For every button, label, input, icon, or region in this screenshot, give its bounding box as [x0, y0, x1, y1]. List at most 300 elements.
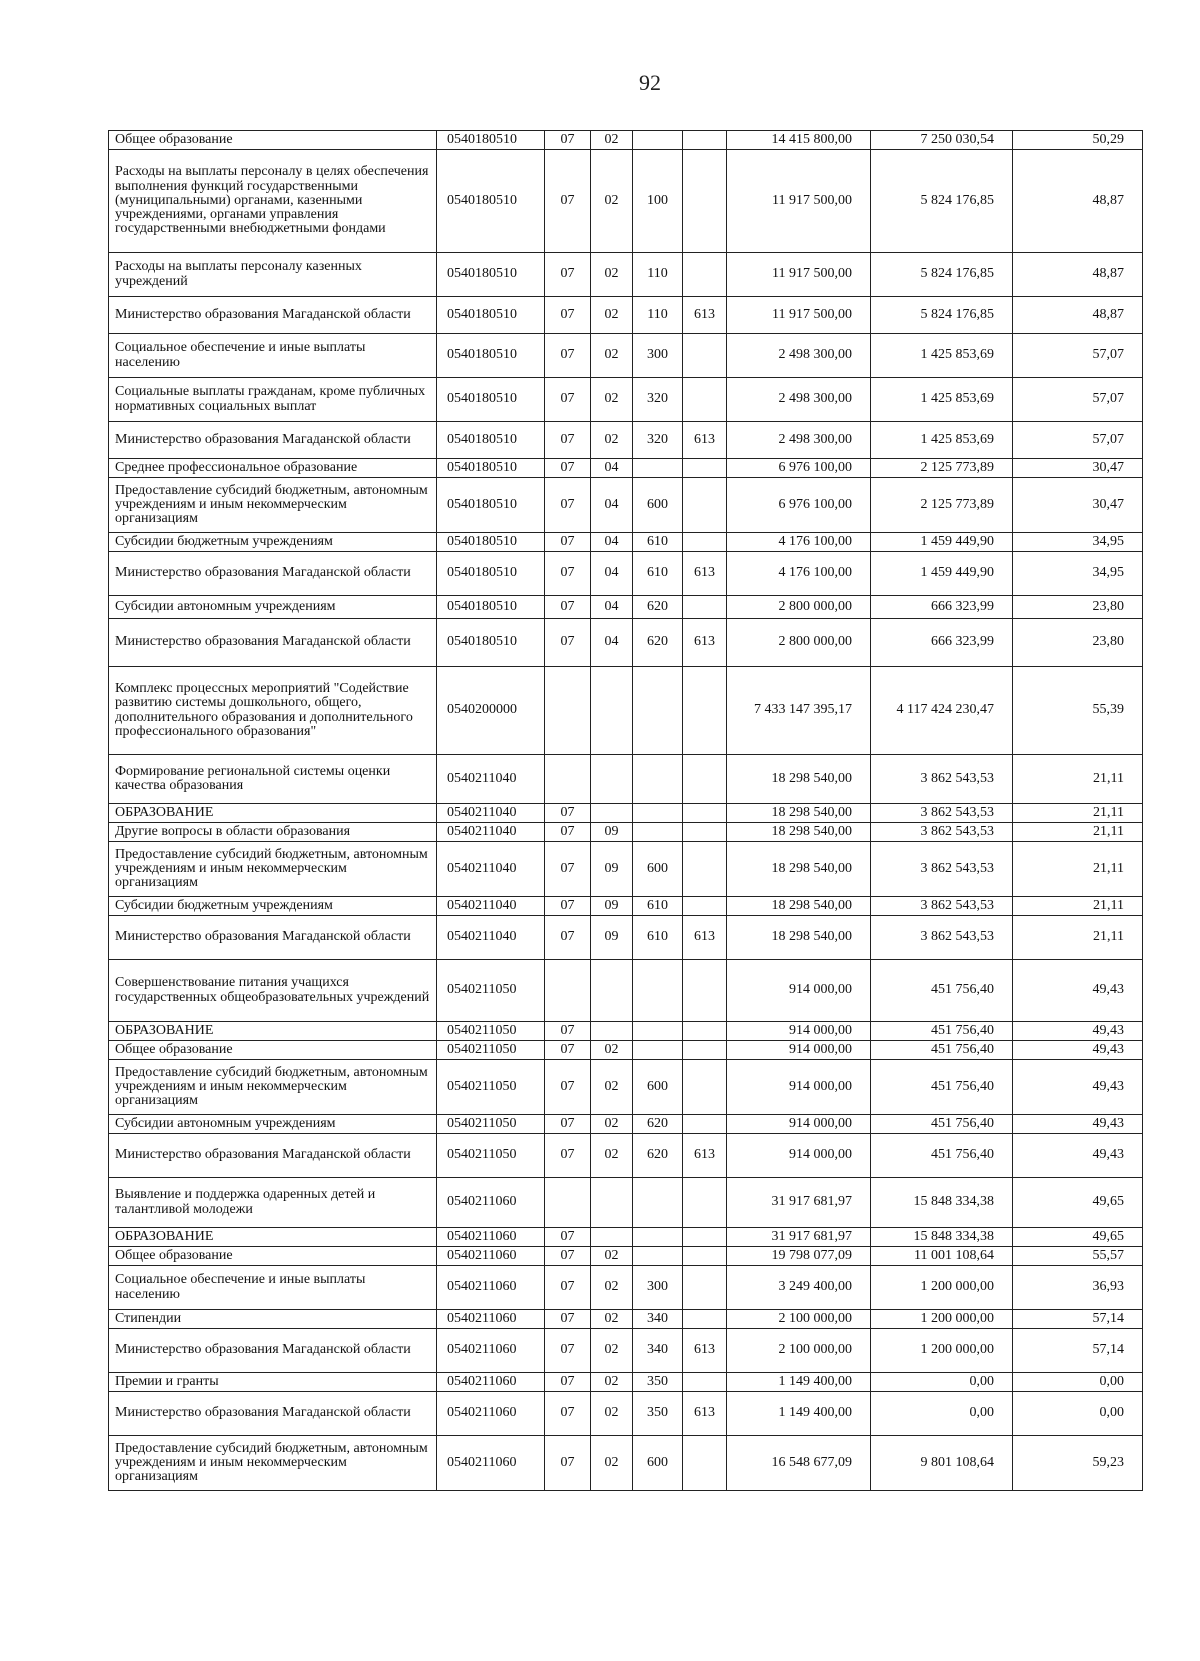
cell-section: 07 [545, 1134, 591, 1178]
cell-expense-type [633, 667, 683, 755]
cell-plan: 2 498 300,00 [727, 378, 871, 422]
cell-code: 0540211050 [437, 960, 545, 1022]
cell-subsection [591, 1228, 633, 1247]
cell-percent: 57,07 [1013, 422, 1143, 459]
cell-section: 07 [545, 1310, 591, 1329]
cell-expense-type: 620 [633, 596, 683, 619]
cell-section: 07 [545, 478, 591, 533]
cell-percent: 34,95 [1013, 552, 1143, 596]
cell-code: 0540211050 [437, 1022, 545, 1041]
cell-fact: 1 425 853,69 [871, 378, 1013, 422]
cell-expense-type: 610 [633, 897, 683, 916]
cell-percent: 36,93 [1013, 1266, 1143, 1310]
cell-fact: 451 756,40 [871, 1022, 1013, 1041]
table-row [109, 1134, 1143, 1178]
cell-name: Общее образование [109, 131, 437, 150]
cell-fact: 5 824 176,85 [871, 150, 1013, 253]
cell-subsection: 02 [591, 1310, 633, 1329]
table-row [109, 253, 1143, 297]
cell-fact: 451 756,40 [871, 1134, 1013, 1178]
cell-percent: 34,95 [1013, 533, 1143, 552]
cell-percent: 21,11 [1013, 804, 1143, 823]
cell-name: Совершенствование питания учащихся государственных общеобразовательных учреждений [109, 960, 437, 1022]
cell-code: 0540211040 [437, 916, 545, 960]
cell-admin-code [683, 1247, 727, 1266]
cell-plan: 914 000,00 [727, 1134, 871, 1178]
cell-fact: 451 756,40 [871, 1115, 1013, 1134]
cell-fact: 2 125 773,89 [871, 459, 1013, 478]
cell-admin-code [683, 150, 727, 253]
cell-expense-type [633, 1022, 683, 1041]
cell-section: 07 [545, 253, 591, 297]
cell-fact: 1 459 449,90 [871, 552, 1013, 596]
cell-expense-type: 600 [633, 842, 683, 897]
cell-code: 0540211060 [437, 1373, 545, 1392]
cell-section [545, 960, 591, 1022]
cell-code: 0540211050 [437, 1041, 545, 1060]
cell-subsection: 02 [591, 297, 633, 334]
cell-name: ОБРАЗОВАНИЕ [109, 1228, 437, 1247]
cell-section: 07 [545, 422, 591, 459]
table-row [109, 667, 1143, 755]
cell-percent: 49,43 [1013, 1134, 1143, 1178]
cell-code: 0540211060 [437, 1392, 545, 1436]
cell-subsection: 02 [591, 1266, 633, 1310]
cell-section: 07 [545, 131, 591, 150]
cell-percent: 30,47 [1013, 459, 1143, 478]
cell-name: Министерство образования Магаданской области [109, 552, 437, 596]
cell-expense-type: 600 [633, 1436, 683, 1491]
cell-section: 07 [545, 1115, 591, 1134]
table-row [109, 804, 1143, 823]
cell-percent: 49,43 [1013, 1022, 1143, 1041]
cell-name: Социальные выплаты гражданам, кроме публичных нормативных социальных выплат [109, 378, 437, 422]
cell-section: 07 [545, 459, 591, 478]
table-row [109, 1373, 1143, 1392]
cell-code: 0540211050 [437, 1115, 545, 1134]
cell-section: 07 [545, 897, 591, 916]
cell-admin-code [683, 1310, 727, 1329]
cell-plan: 18 298 540,00 [727, 897, 871, 916]
cell-section: 07 [545, 1373, 591, 1392]
cell-percent: 55,57 [1013, 1247, 1143, 1266]
cell-subsection [591, 960, 633, 1022]
table-row [109, 1310, 1143, 1329]
cell-name: Социальное обеспечение и иные выплаты населению [109, 1266, 437, 1310]
cell-name: Общее образование [109, 1041, 437, 1060]
cell-fact: 666 323,99 [871, 619, 1013, 667]
cell-code: 0540180510 [437, 253, 545, 297]
cell-code: 0540211060 [437, 1266, 545, 1310]
cell-expense-type [633, 131, 683, 150]
table-row [109, 823, 1143, 842]
cell-name: Социальное обеспечение и иные выплаты населению [109, 334, 437, 378]
cell-plan: 914 000,00 [727, 1060, 871, 1115]
cell-plan: 2 498 300,00 [727, 334, 871, 378]
cell-admin-code [683, 1022, 727, 1041]
cell-name: Предоставление субсидий бюджетным, автономным учреждениям и иным некоммерческим организациям [109, 842, 437, 897]
table-row [109, 916, 1143, 960]
cell-percent: 59,23 [1013, 1436, 1143, 1491]
table-row [109, 378, 1143, 422]
cell-section: 07 [545, 823, 591, 842]
cell-admin-code [683, 596, 727, 619]
cell-name: Предоставление субсидий бюджетным, автономным учреждениям и иным некоммерческим организациям [109, 1436, 437, 1491]
cell-section [545, 667, 591, 755]
cell-plan: 3 249 400,00 [727, 1266, 871, 1310]
cell-code: 0540211040 [437, 897, 545, 916]
cell-fact: 15 848 334,38 [871, 1178, 1013, 1228]
cell-subsection: 02 [591, 1060, 633, 1115]
table-row [109, 334, 1143, 378]
cell-code: 0540211060 [437, 1310, 545, 1329]
cell-name: ОБРАЗОВАНИЕ [109, 1022, 437, 1041]
cell-plan: 914 000,00 [727, 960, 871, 1022]
cell-code: 0540180510 [437, 596, 545, 619]
cell-subsection: 04 [591, 459, 633, 478]
cell-plan: 6 976 100,00 [727, 478, 871, 533]
cell-fact: 3 862 543,53 [871, 804, 1013, 823]
cell-fact: 1 459 449,90 [871, 533, 1013, 552]
table-row [109, 755, 1143, 804]
cell-fact: 3 862 543,53 [871, 897, 1013, 916]
table-body [109, 131, 1143, 1491]
cell-section: 07 [545, 1041, 591, 1060]
cell-subsection: 02 [591, 131, 633, 150]
table-row [109, 478, 1143, 533]
cell-admin-code [683, 1041, 727, 1060]
cell-subsection: 02 [591, 1329, 633, 1373]
cell-code: 0540180510 [437, 131, 545, 150]
cell-code: 0540211060 [437, 1247, 545, 1266]
cell-section: 07 [545, 916, 591, 960]
cell-expense-type: 320 [633, 378, 683, 422]
cell-expense-type: 620 [633, 1115, 683, 1134]
cell-expense-type: 110 [633, 253, 683, 297]
cell-fact: 451 756,40 [871, 1060, 1013, 1115]
cell-percent: 23,80 [1013, 596, 1143, 619]
cell-expense-type: 340 [633, 1310, 683, 1329]
cell-admin-code [683, 459, 727, 478]
cell-admin-code [683, 823, 727, 842]
cell-section: 07 [545, 596, 591, 619]
cell-expense-type: 600 [633, 478, 683, 533]
cell-admin-code: 613 [683, 1134, 727, 1178]
cell-subsection: 09 [591, 916, 633, 960]
cell-percent: 55,39 [1013, 667, 1143, 755]
cell-plan: 18 298 540,00 [727, 804, 871, 823]
cell-expense-type: 350 [633, 1373, 683, 1392]
cell-section: 07 [545, 1392, 591, 1436]
cell-subsection: 02 [591, 422, 633, 459]
budget-table [108, 130, 1143, 1491]
cell-subsection: 02 [591, 1373, 633, 1392]
cell-section: 07 [545, 297, 591, 334]
cell-subsection: 02 [591, 150, 633, 253]
table-row [109, 596, 1143, 619]
cell-plan: 914 000,00 [727, 1022, 871, 1041]
cell-plan: 1 149 400,00 [727, 1392, 871, 1436]
cell-plan: 4 176 100,00 [727, 552, 871, 596]
cell-admin-code [683, 842, 727, 897]
table-row [109, 422, 1143, 459]
cell-expense-type [633, 1178, 683, 1228]
cell-plan: 1 149 400,00 [727, 1373, 871, 1392]
cell-fact: 1 200 000,00 [871, 1266, 1013, 1310]
cell-plan: 16 548 677,09 [727, 1436, 871, 1491]
cell-plan: 31 917 681,97 [727, 1178, 871, 1228]
cell-percent: 49,65 [1013, 1228, 1143, 1247]
cell-fact: 9 801 108,64 [871, 1436, 1013, 1491]
cell-section: 07 [545, 1266, 591, 1310]
cell-name: Министерство образования Магаданской области [109, 619, 437, 667]
cell-section: 07 [545, 150, 591, 253]
cell-percent: 57,14 [1013, 1310, 1143, 1329]
cell-name: Субсидии автономным учреждениям [109, 596, 437, 619]
cell-percent: 21,11 [1013, 755, 1143, 804]
cell-plan: 914 000,00 [727, 1041, 871, 1060]
cell-section: 07 [545, 533, 591, 552]
cell-admin-code [683, 1436, 727, 1491]
cell-plan: 4 176 100,00 [727, 533, 871, 552]
cell-name: Субсидии автономным учреждениям [109, 1115, 437, 1134]
cell-expense-type: 620 [633, 1134, 683, 1178]
cell-plan: 2 498 300,00 [727, 422, 871, 459]
cell-subsection: 04 [591, 619, 633, 667]
cell-code: 0540180510 [437, 478, 545, 533]
cell-plan: 7 433 147 395,17 [727, 667, 871, 755]
cell-subsection [591, 804, 633, 823]
cell-expense-type [633, 459, 683, 478]
cell-section: 07 [545, 1329, 591, 1373]
cell-section: 07 [545, 378, 591, 422]
cell-expense-type [633, 960, 683, 1022]
cell-plan: 2 800 000,00 [727, 596, 871, 619]
cell-section: 07 [545, 1228, 591, 1247]
cell-fact: 1 200 000,00 [871, 1310, 1013, 1329]
cell-code: 0540180510 [437, 150, 545, 253]
table-row [109, 1022, 1143, 1041]
cell-subsection: 02 [591, 1134, 633, 1178]
cell-plan: 18 298 540,00 [727, 916, 871, 960]
cell-expense-type: 300 [633, 334, 683, 378]
cell-name: Министерство образования Магаданской области [109, 1329, 437, 1373]
cell-plan: 2 100 000,00 [727, 1310, 871, 1329]
cell-fact: 1 200 000,00 [871, 1329, 1013, 1373]
cell-subsection: 02 [591, 334, 633, 378]
cell-expense-type [633, 1228, 683, 1247]
cell-subsection: 04 [591, 596, 633, 619]
cell-code: 0540180510 [437, 459, 545, 478]
cell-admin-code [683, 334, 727, 378]
cell-subsection [591, 1022, 633, 1041]
cell-code: 0540211040 [437, 755, 545, 804]
cell-code: 0540180510 [437, 334, 545, 378]
cell-admin-code [683, 1228, 727, 1247]
cell-expense-type [633, 1041, 683, 1060]
cell-plan: 31 917 681,97 [727, 1228, 871, 1247]
cell-name: Субсидии бюджетным учреждениям [109, 897, 437, 916]
cell-code: 0540211060 [437, 1329, 545, 1373]
cell-subsection: 04 [591, 478, 633, 533]
table-row [109, 897, 1143, 916]
cell-name: Среднее профессиональное образование [109, 459, 437, 478]
cell-fact: 7 250 030,54 [871, 131, 1013, 150]
cell-expense-type [633, 823, 683, 842]
cell-admin-code [683, 897, 727, 916]
cell-plan: 11 917 500,00 [727, 297, 871, 334]
cell-subsection [591, 755, 633, 804]
cell-fact: 0,00 [871, 1392, 1013, 1436]
cell-plan: 6 976 100,00 [727, 459, 871, 478]
cell-plan: 14 415 800,00 [727, 131, 871, 150]
cell-code: 0540211060 [437, 1178, 545, 1228]
cell-plan: 2 800 000,00 [727, 619, 871, 667]
cell-fact: 451 756,40 [871, 960, 1013, 1022]
cell-plan: 2 100 000,00 [727, 1329, 871, 1373]
cell-name: Министерство образования Магаданской области [109, 422, 437, 459]
cell-subsection: 04 [591, 533, 633, 552]
cell-admin-code: 613 [683, 619, 727, 667]
cell-fact: 1 425 853,69 [871, 422, 1013, 459]
cell-subsection: 02 [591, 1115, 633, 1134]
cell-percent: 0,00 [1013, 1373, 1143, 1392]
cell-expense-type: 300 [633, 1266, 683, 1310]
cell-admin-code [683, 378, 727, 422]
cell-admin-code [683, 1266, 727, 1310]
cell-admin-code [683, 804, 727, 823]
cell-expense-type: 350 [633, 1392, 683, 1436]
page-number: 92 [639, 70, 661, 95]
cell-subsection: 09 [591, 897, 633, 916]
table-row [109, 1436, 1143, 1491]
cell-subsection: 02 [591, 1247, 633, 1266]
cell-code: 0540211060 [437, 1228, 545, 1247]
cell-expense-type: 610 [633, 533, 683, 552]
cell-name: Министерство образования Магаданской области [109, 1392, 437, 1436]
cell-admin-code [683, 755, 727, 804]
cell-subsection [591, 1178, 633, 1228]
cell-admin-code: 613 [683, 422, 727, 459]
cell-fact: 4 117 424 230,47 [871, 667, 1013, 755]
cell-admin-code [683, 478, 727, 533]
cell-admin-code [683, 667, 727, 755]
cell-admin-code [683, 533, 727, 552]
cell-plan: 11 917 500,00 [727, 150, 871, 253]
cell-subsection: 02 [591, 378, 633, 422]
cell-expense-type [633, 1247, 683, 1266]
cell-name: Министерство образования Магаданской области [109, 297, 437, 334]
cell-percent: 21,11 [1013, 823, 1143, 842]
cell-percent: 21,11 [1013, 916, 1143, 960]
cell-admin-code [683, 1178, 727, 1228]
cell-name: ОБРАЗОВАНИЕ [109, 804, 437, 823]
cell-code: 0540200000 [437, 667, 545, 755]
cell-admin-code [683, 1060, 727, 1115]
cell-admin-code: 613 [683, 916, 727, 960]
cell-percent: 49,43 [1013, 1060, 1143, 1115]
cell-section: 07 [545, 804, 591, 823]
cell-name: Премии и гранты [109, 1373, 437, 1392]
cell-subsection: 04 [591, 552, 633, 596]
cell-percent: 50,29 [1013, 131, 1143, 150]
cell-fact: 15 848 334,38 [871, 1228, 1013, 1247]
cell-admin-code: 613 [683, 297, 727, 334]
cell-section: 07 [545, 1247, 591, 1266]
cell-fact: 1 425 853,69 [871, 334, 1013, 378]
table-row [109, 1329, 1143, 1373]
cell-fact: 2 125 773,89 [871, 478, 1013, 533]
cell-admin-code: 613 [683, 1329, 727, 1373]
cell-expense-type: 110 [633, 297, 683, 334]
table-row [109, 459, 1143, 478]
cell-code: 0540211050 [437, 1060, 545, 1115]
cell-percent: 49,65 [1013, 1178, 1143, 1228]
table-row [109, 1247, 1143, 1266]
cell-percent: 57,07 [1013, 378, 1143, 422]
cell-code: 0540180510 [437, 297, 545, 334]
table-row [109, 150, 1143, 253]
cell-code: 0540180510 [437, 619, 545, 667]
cell-expense-type [633, 804, 683, 823]
cell-plan: 18 298 540,00 [727, 842, 871, 897]
cell-name: Стипендии [109, 1310, 437, 1329]
cell-admin-code [683, 1115, 727, 1134]
cell-percent: 49,43 [1013, 960, 1143, 1022]
cell-admin-code: 613 [683, 1392, 727, 1436]
cell-subsection: 09 [591, 823, 633, 842]
cell-percent: 48,87 [1013, 253, 1143, 297]
cell-admin-code: 613 [683, 552, 727, 596]
cell-code: 0540211040 [437, 804, 545, 823]
cell-expense-type: 340 [633, 1329, 683, 1373]
cell-section [545, 1178, 591, 1228]
cell-subsection: 02 [591, 1392, 633, 1436]
cell-fact: 0,00 [871, 1373, 1013, 1392]
cell-expense-type: 600 [633, 1060, 683, 1115]
cell-subsection: 02 [591, 253, 633, 297]
cell-name: Предоставление субсидий бюджетным, автономным учреждениям и иным некоммерческим организациям [109, 478, 437, 533]
cell-code: 0540180510 [437, 533, 545, 552]
cell-fact: 3 862 543,53 [871, 755, 1013, 804]
table-row [109, 1266, 1143, 1310]
cell-percent: 57,07 [1013, 334, 1143, 378]
cell-section: 07 [545, 1436, 591, 1491]
cell-code: 0540211050 [437, 1134, 545, 1178]
cell-section: 07 [545, 552, 591, 596]
cell-name: Формирование региональной системы оценки качества образования [109, 755, 437, 804]
cell-code: 0540180510 [437, 422, 545, 459]
cell-percent: 21,11 [1013, 897, 1143, 916]
cell-admin-code [683, 1373, 727, 1392]
cell-plan: 914 000,00 [727, 1115, 871, 1134]
table-row [109, 619, 1143, 667]
cell-fact: 3 862 543,53 [871, 916, 1013, 960]
cell-plan: 11 917 500,00 [727, 253, 871, 297]
cell-subsection [591, 667, 633, 755]
cell-expense-type: 610 [633, 552, 683, 596]
cell-expense-type: 100 [633, 150, 683, 253]
cell-section: 07 [545, 334, 591, 378]
table-row [109, 1060, 1143, 1115]
cell-name: Другие вопросы в области образования [109, 823, 437, 842]
cell-name: Выявление и поддержка одаренных детей и талантливой молодежи [109, 1178, 437, 1228]
cell-subsection: 02 [591, 1436, 633, 1491]
cell-name: Субсидии бюджетным учреждениям [109, 533, 437, 552]
cell-percent: 48,87 [1013, 150, 1143, 253]
cell-expense-type [633, 755, 683, 804]
cell-admin-code [683, 960, 727, 1022]
